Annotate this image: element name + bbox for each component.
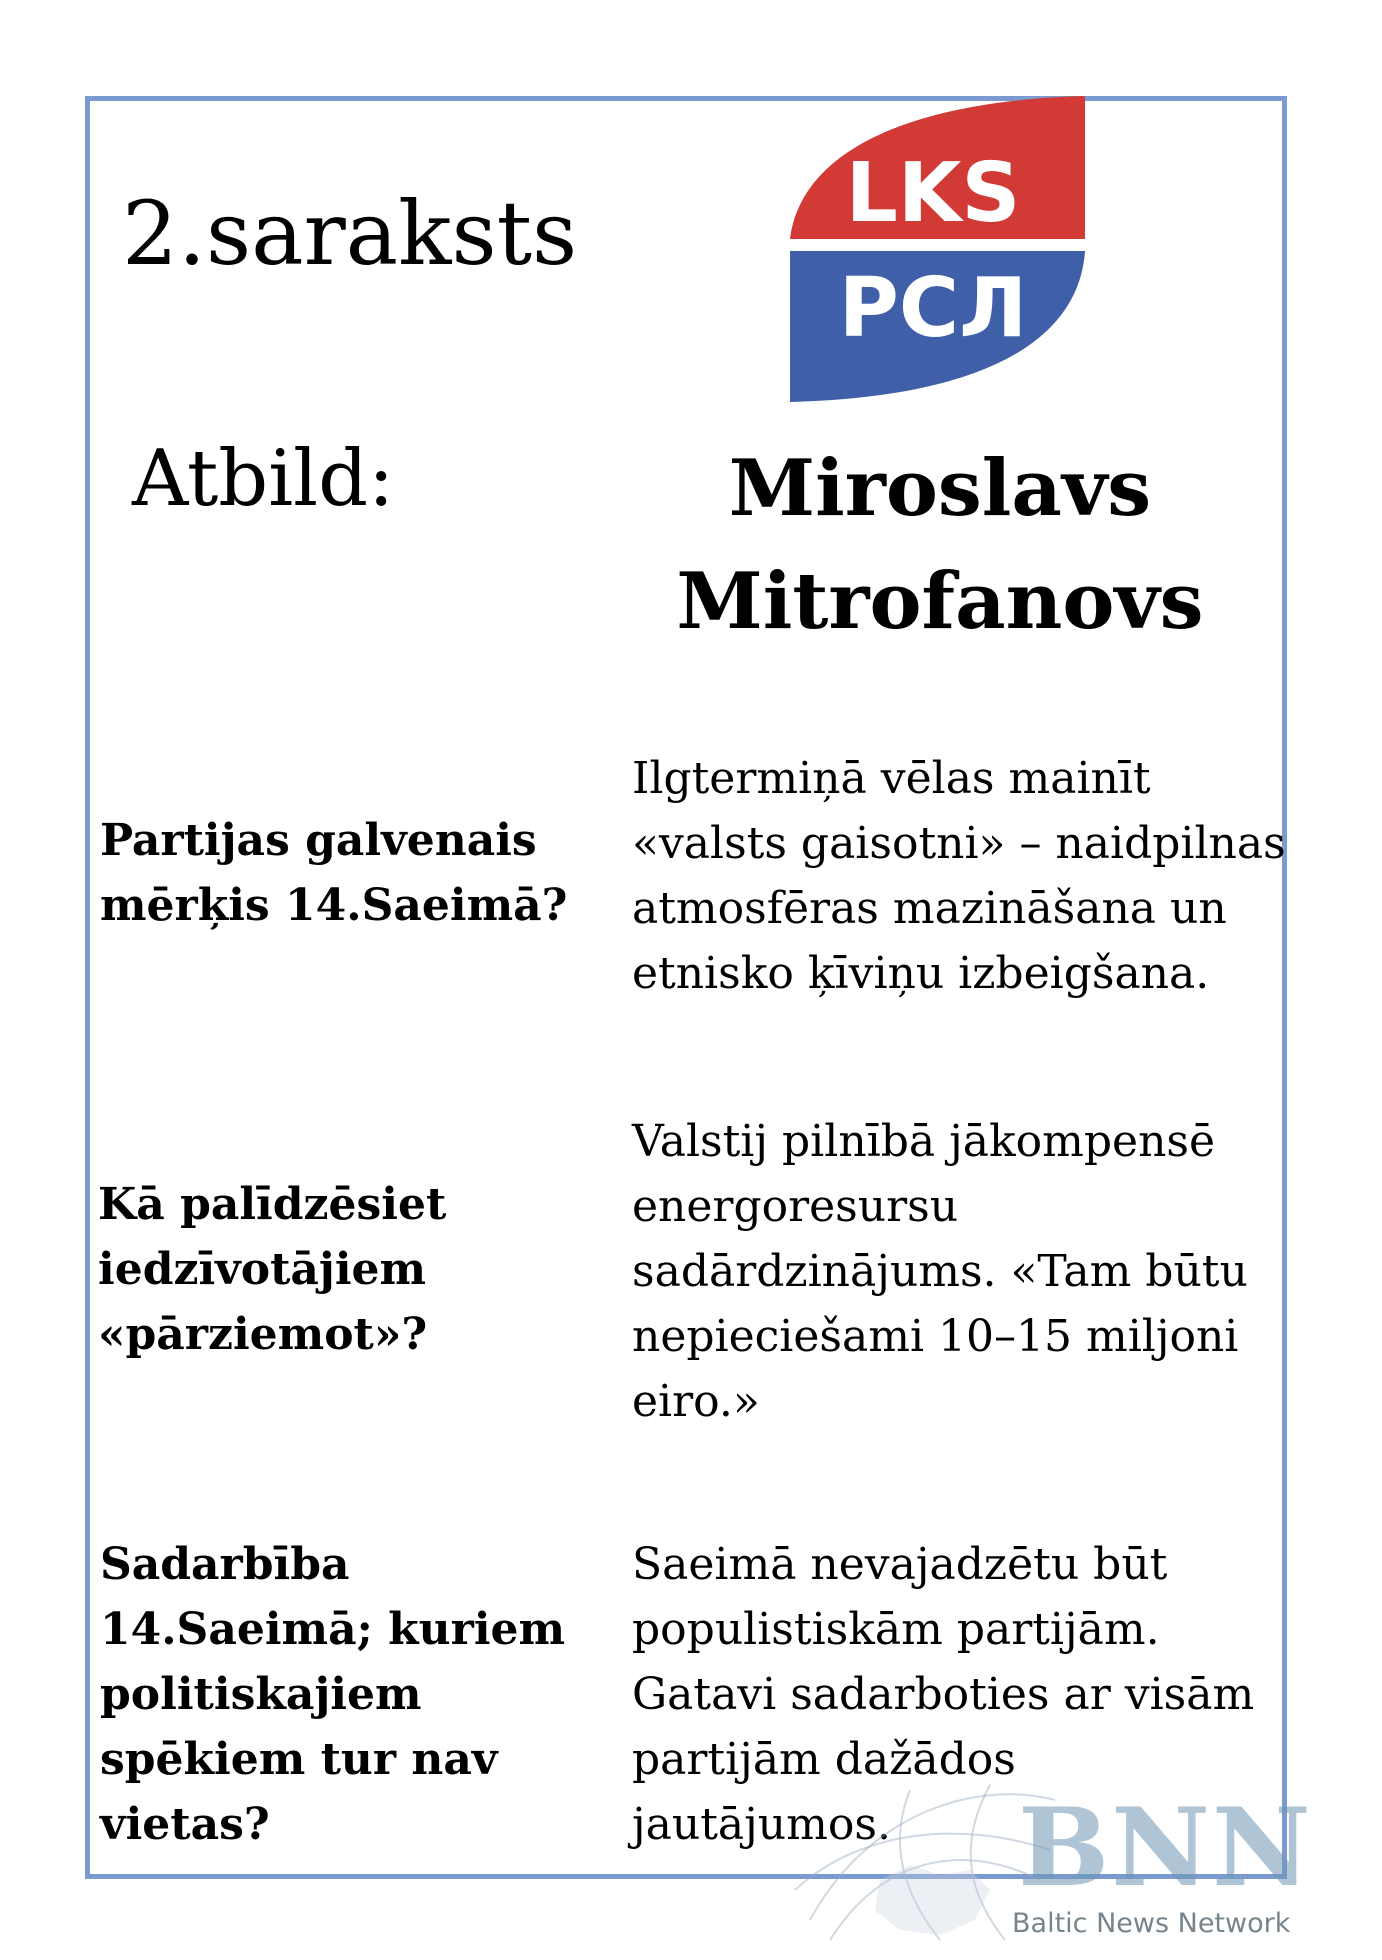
answer-line: etnisko ķīviņu izbeigšana. [632,948,1210,999]
bnn-watermark [790,1770,1320,1945]
answer-line: Ilgtermiņā vēlas mainīt [632,753,1151,804]
question-line: Sadarbība [100,1539,350,1590]
candidate-first-name: Miroslavs [728,443,1152,534]
answer-line: energoresursu [632,1181,959,1232]
answer-1 [632,746,1292,1006]
question-line: iedzīvotājiem [98,1244,427,1295]
logo-bottom-text: РСЛ [838,261,1028,356]
answer-line: jautājumos. [632,1799,891,1850]
question-line: Partijas galvenais [100,815,537,866]
answer-line: Saeimā nevajadzētu būt [632,1539,1168,1590]
question-1 [100,808,580,938]
bnn-brand: BNN [1018,1785,1313,1911]
answer-line: «valsts gaisotni» – naidpilnas [632,818,1286,869]
bnn-tagline: Baltic News Network [1012,1908,1291,1939]
candidate-last-name: Mitrofanovs [676,556,1204,647]
logo-top-text: LKS [845,146,1021,241]
question-line: vietas? [100,1799,270,1850]
answer-2 [632,1109,1292,1434]
answer-line: eiro.» [632,1376,760,1427]
answer-line: sadārdzinājums. «Tam būtu [632,1246,1248,1297]
question-line: «pārziemot»? [98,1309,428,1360]
question-line: 14.Saeimā; kuriem [100,1604,566,1655]
question-2 [98,1172,578,1367]
question-3 [100,1532,580,1857]
answer-line: populistiskām partijām. [632,1604,1160,1655]
party-logo [790,96,1085,402]
answer-line: partijām dažādos [632,1734,1016,1785]
question-line: spēkiem tur nav [100,1734,498,1785]
answer-line: nepieciešami 10–15 miljoni [632,1311,1239,1362]
answer-line: atmosfēras mazināšana un [632,883,1227,934]
answer-line: Gatavi sadarboties ar visām [632,1669,1255,1720]
candidate-name [640,432,1240,658]
answer-line: Valstij pilnībā jākompensē [632,1116,1216,1167]
question-line: mērķis 14.Saeimā? [100,880,568,931]
answers-label: Atbild: [132,434,395,524]
list-number-title: 2.saraksts [122,182,578,285]
question-line: Kā palīdzēsiet [98,1179,447,1230]
question-line: politiskajiem [100,1669,422,1720]
